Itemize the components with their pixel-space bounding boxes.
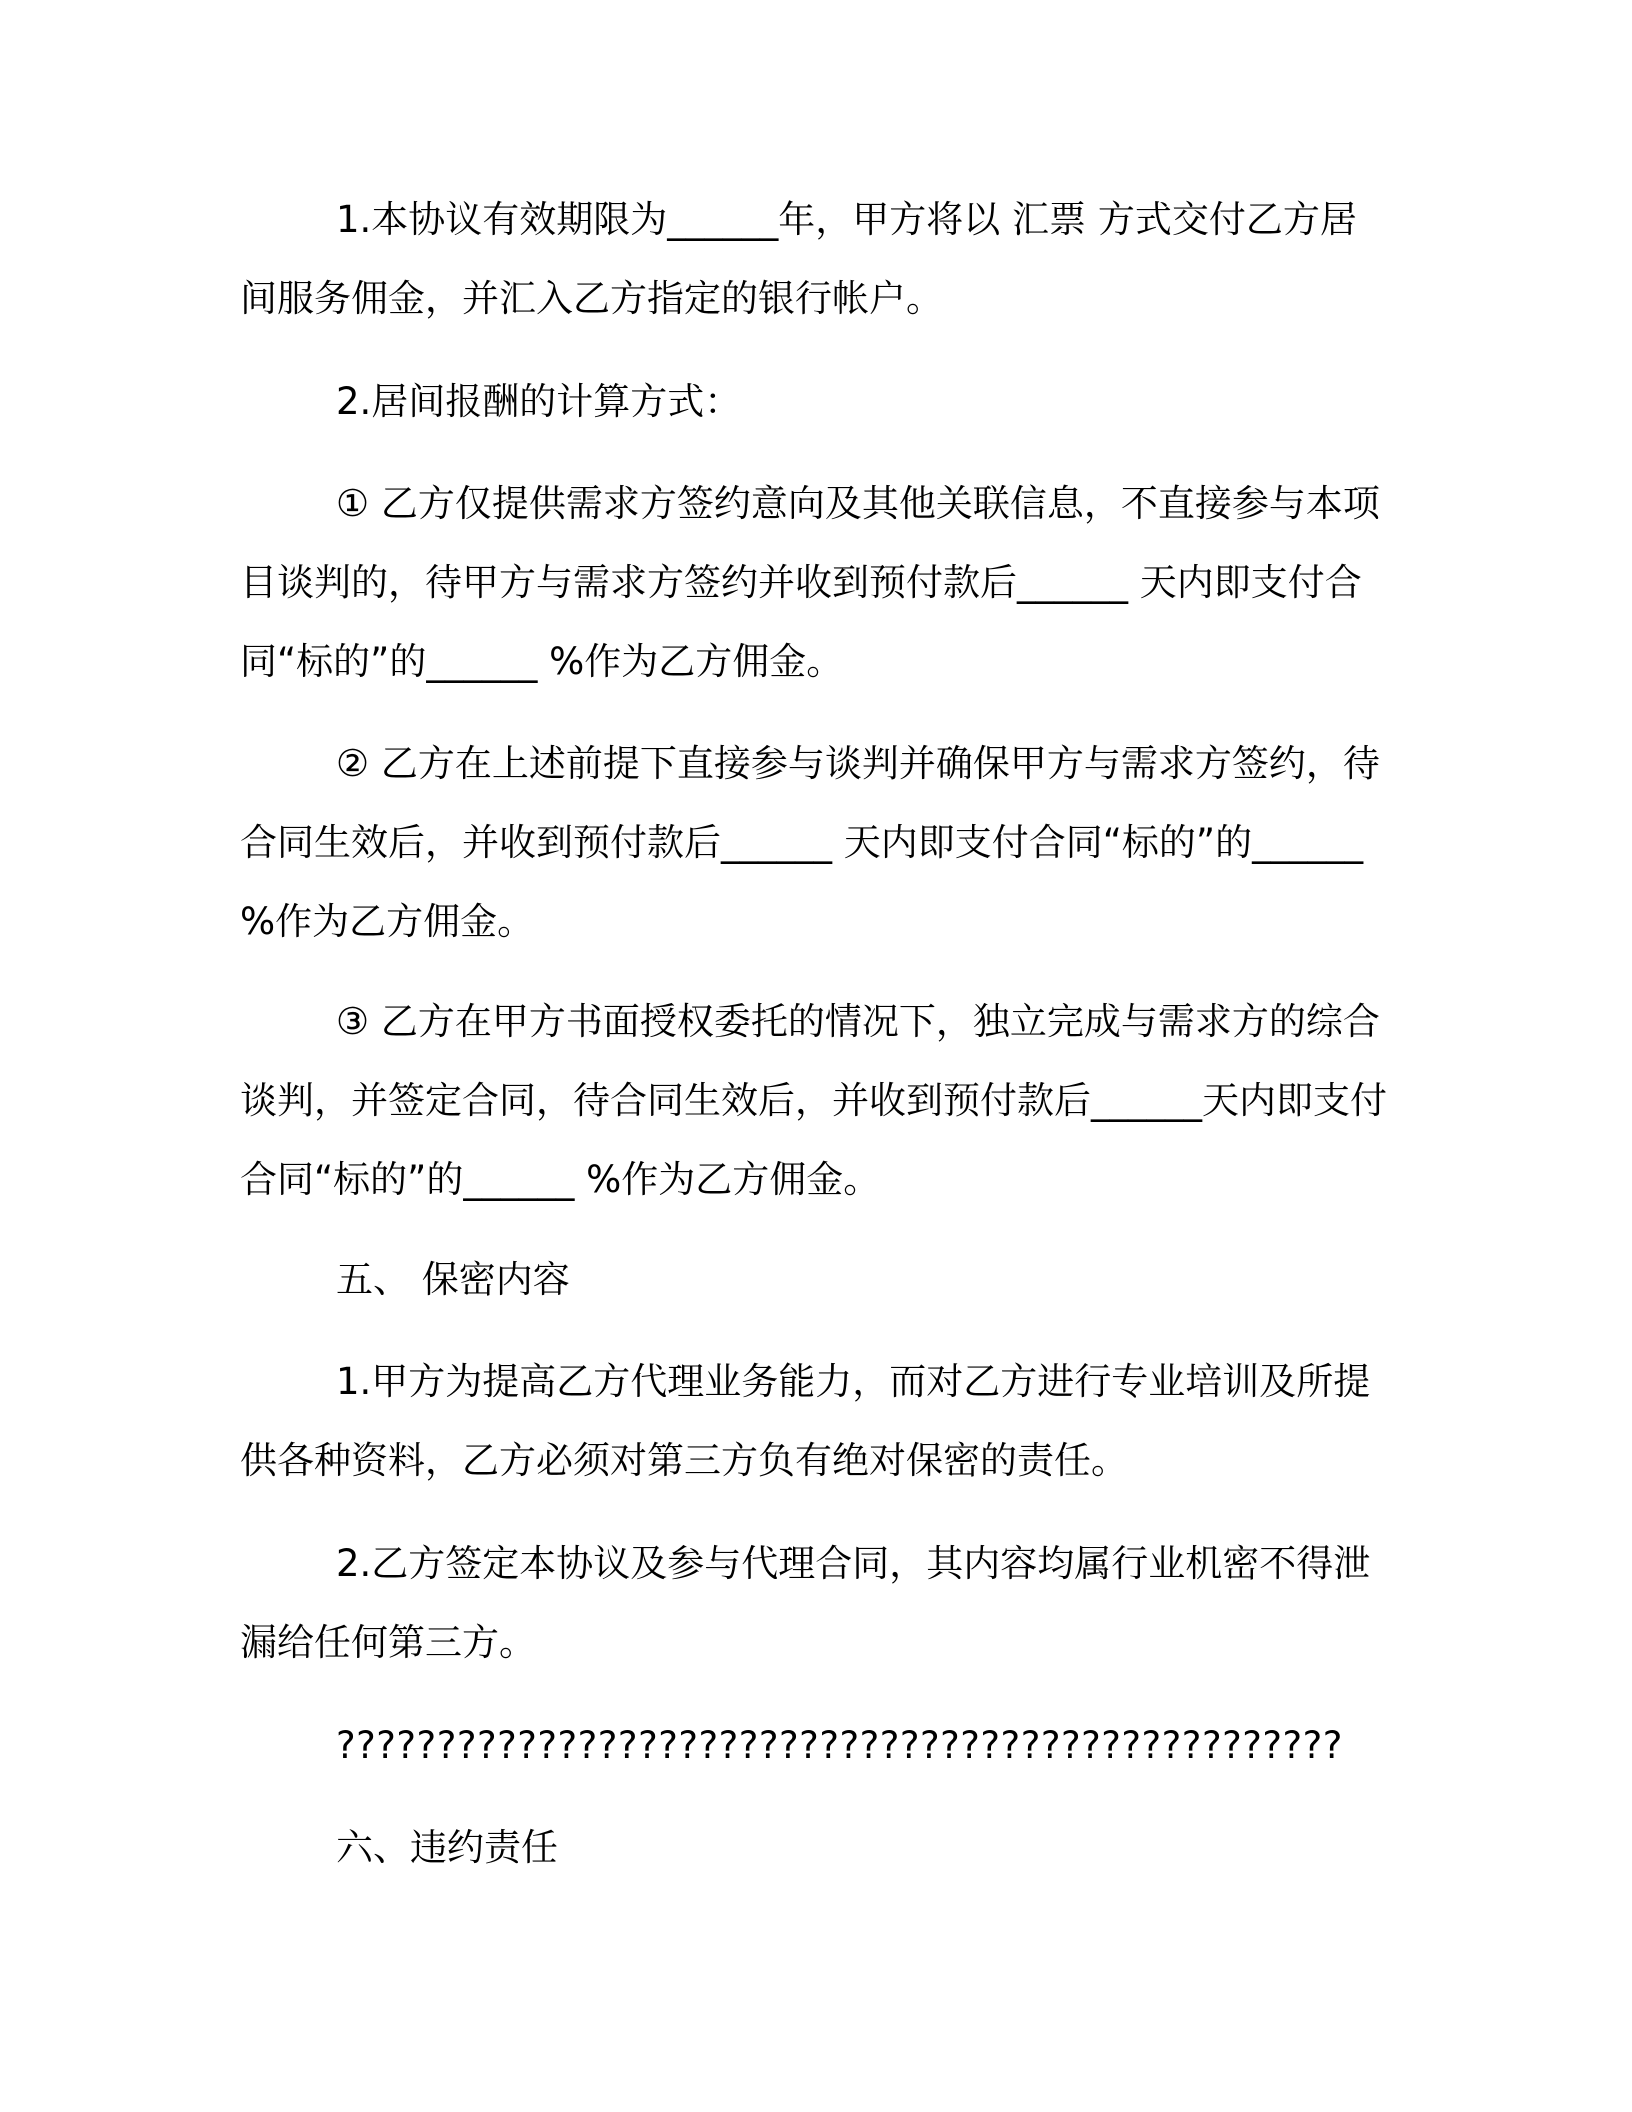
garbled-text-line: ??????????????????????????????????????????????????: [336, 1724, 1343, 1767]
paragraph-confidentiality-1: 1.甲方为提高乙方代理业务能力，而对乙方进行专业培训及所提供各种资料，乙方必须对第三方负有绝对保密的责任。: [240, 1360, 1371, 1482]
section-heading-confidentiality: 五、 保密内容: [336, 1258, 570, 1301]
paragraph-clause-1: ① 乙方仅提供需求方签约意向及其他关联信息，不直接参与本项目谈判的，待甲方与需求方签约并收到预付款后______ 天内即支付合同“标的”的______ %作为乙方佣金。: [240, 482, 1380, 683]
paragraph-validity-term: 1.本协议有效期限为______年，甲方将以 汇票 方式交付乙方居间服务佣金，并汇入乙方指定的银行帐户。: [240, 198, 1357, 320]
section-heading-breach-liability: 六、违约责任: [336, 1826, 558, 1869]
paragraph-clause-2: ② 乙方在上述前提下直接参与谈判并确保甲方与需求方签约，待合同生效后，并收到预付款后______ 天内即支付合同“标的”的______ %作为乙方佣金。: [240, 742, 1380, 943]
paragraph-commission-calculation: 2.居间报酬的计算方式：: [336, 380, 742, 423]
paragraph-clause-3: ③ 乙方在甲方书面授权委托的情况下，独立完成与需求方的综合谈判，并签定合同，待合同生效后，并收到预付款后______天内即支付合同“标的”的______ %作为乙方佣金。: [240, 1000, 1387, 1201]
paragraph-confidentiality-2: 2.乙方签定本协议及参与代理合同，其内容均属行业机密不得泄漏给任何第三方。: [240, 1542, 1371, 1664]
